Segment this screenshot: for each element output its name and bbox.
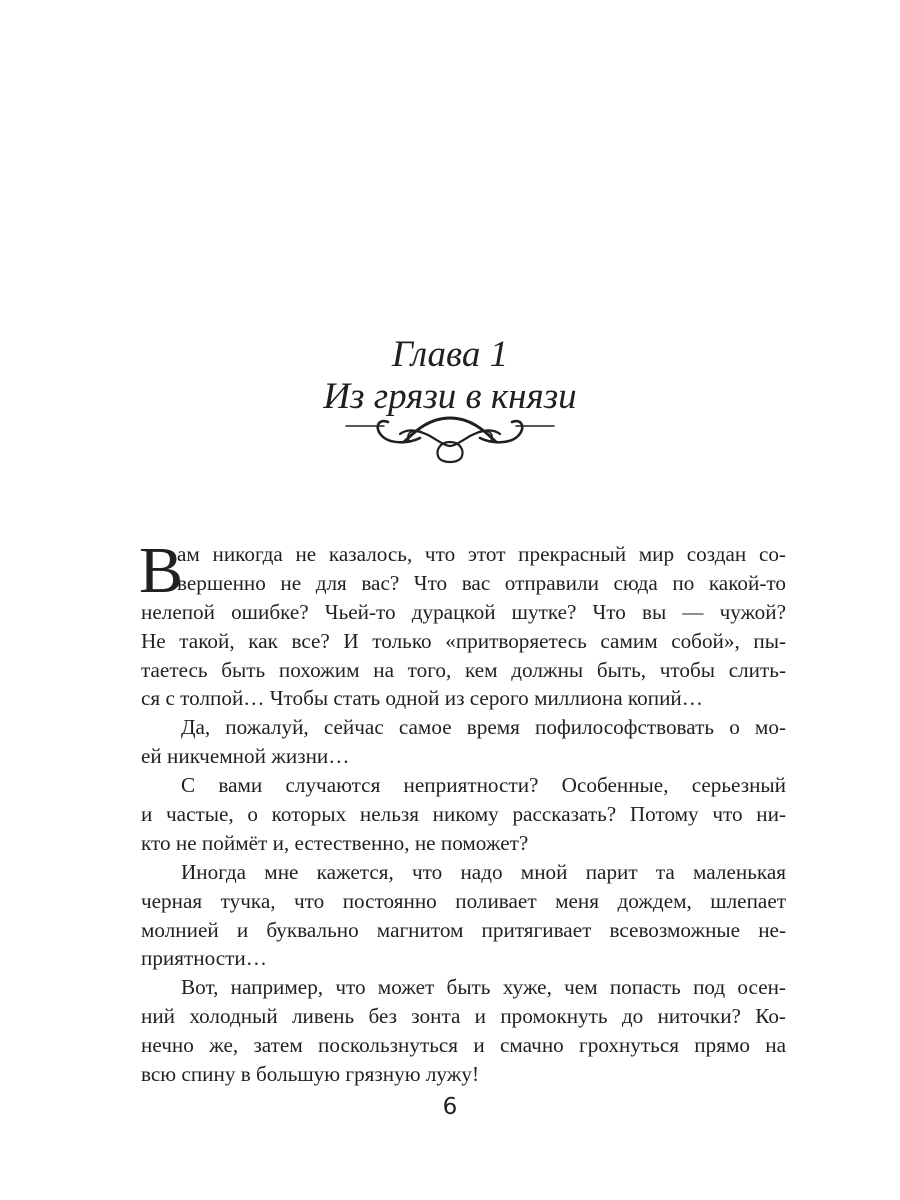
paragraph-1 [139,534,786,713]
text-line: таетесь быть похожим на того, кем должны быть, чтобы слить- [141,657,786,682]
text-line: Вот, например, что может быть хуже, чем попасть под осен- [181,975,786,1000]
text-line: Иногда мне кажется, что надо мной парит та маленькая [181,859,786,884]
chapter-title: Из грязи в князи [323,376,577,417]
chapter-heading [0,334,900,418]
text-line: вершенно не для вас? Что вас отправили сюда по какой-то [177,570,786,595]
paragraph-2 [141,713,786,771]
text-line: черная тучка, что постоянно поливает меня дождем, шлепает [141,888,786,913]
text-line: С вами случаются неприятности? Особенные, серьезный [181,773,786,798]
text-line: Да, пожалуй, сейчас самое время пофилософствовать о мо- [181,715,786,740]
paragraph-4 [141,858,786,974]
text-line: ам никогда не казалось, что этот прекрасный мир создан со- [177,542,786,566]
text-line: нечно же, затем поскользнуться и смачно грохнуться прямо на [141,1033,786,1058]
text-line: всю спину в большую грязную лужу! [141,1062,480,1087]
text-line: кто не поймёт и, естественно, не поможет? [141,830,529,855]
chapter-number: Глава 1 [391,334,509,375]
text-line: молнией и буквально магнитом притягивает всевозможные не- [141,917,786,942]
text-line: ей никчемной жизни… [141,744,350,769]
chapter-body [139,534,786,1089]
text-line: нелепой ошибке? Чьей-то дурацкой шутке? Что вы — чужой? [141,599,786,624]
text-line: ся с толпой… Чтобы стать одной из серого миллиона копий… [141,686,703,711]
drop-cap: В [139,534,184,607]
text-line: Не такой, как все? И только «притворяетесь самим собой», пы- [141,628,786,653]
paragraph-5 [141,973,786,1089]
paragraph-3 [141,771,786,858]
text-line: ний холодный ливень без зонта и промокнуть до ниточки? Ко- [141,1004,786,1029]
text-line: и частые, о которых нельзя никому рассказать? Потому что ни- [141,802,786,827]
page-number: 6 [442,1094,458,1120]
flourish-divider-icon [344,412,556,468]
text-line: приятности… [141,946,267,971]
